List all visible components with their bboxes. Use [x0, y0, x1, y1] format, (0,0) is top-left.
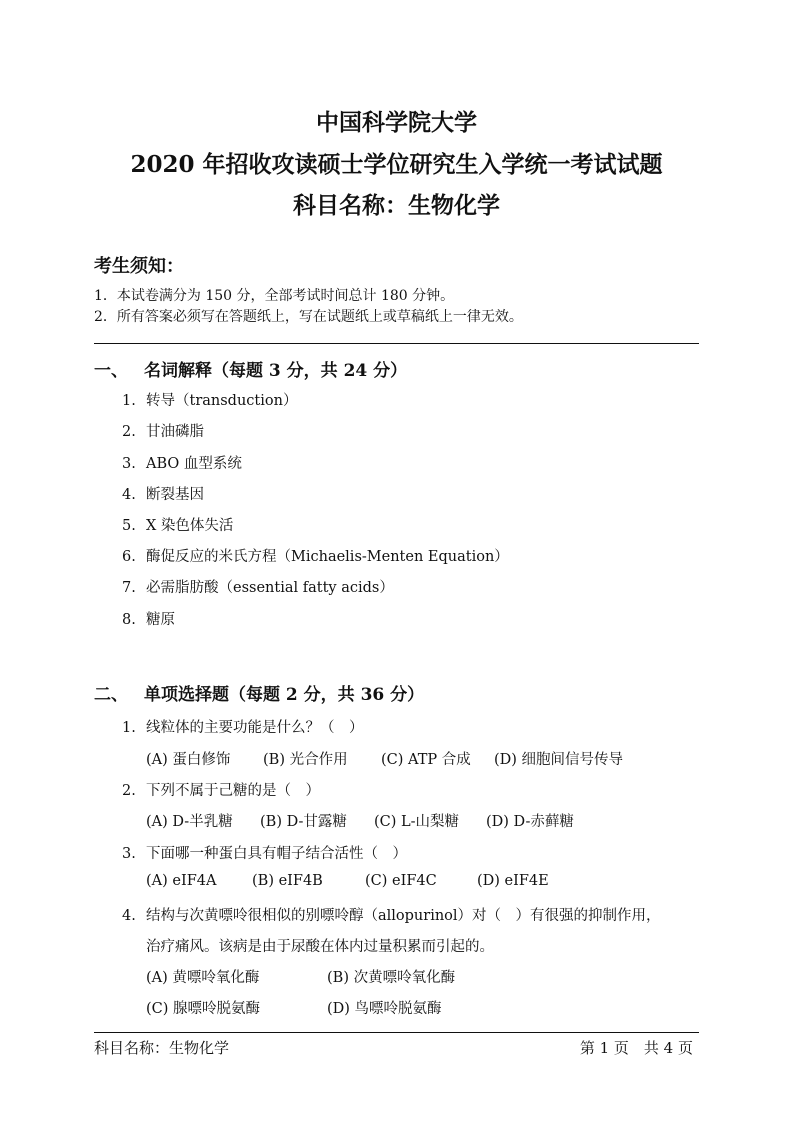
section-1-heading [94, 356, 407, 381]
item-text: 必需脂肪酸（essential fatty acids） [146, 580, 394, 596]
question-text: 下列不属于己糖的是（ ） [146, 783, 320, 799]
section-title: 单项选择题（每题 2 分，共 36 分） [144, 685, 425, 705]
option-c: (C) eIF4C [365, 873, 437, 889]
section-number: 二、 [94, 685, 128, 705]
option-d: (D) eIF4E [477, 873, 549, 889]
option-a: (A) 蛋白修饰 [146, 752, 231, 768]
item-number: 8. [122, 612, 136, 628]
option-c: (C) ATP 合成 [381, 752, 471, 768]
item-text: 酶促反应的米氏方程（Michaelis-Menten Equation） [146, 549, 509, 565]
exam-title: 2020 年招收攻读硕士学位研究生入学统一考试试题 [130, 151, 663, 178]
item-number: 4. [122, 487, 136, 503]
option-d: (D) 细胞间信号传导 [494, 752, 624, 768]
term-item [122, 420, 204, 441]
question [122, 842, 407, 863]
question-text: 线粒体的主要功能是什么？（ ） [146, 720, 364, 736]
divider [94, 343, 699, 344]
item-text: 转导（transduction） [146, 393, 298, 409]
university-name: 中国科学院大学 [316, 109, 477, 136]
subject-title: 科目名称：生物化学 [293, 192, 500, 219]
item-text: ABO 血型系统 [146, 456, 242, 472]
option-b: (B) 光合作用 [263, 752, 348, 768]
option-d: (D) D-赤藓糖 [486, 814, 574, 830]
option-b: (B) eIF4B [252, 873, 323, 889]
item-text: 甘油磷脂 [146, 424, 204, 440]
option-d: (D) 鸟嘌呤脱氨酶 [327, 1001, 442, 1017]
question-text: 结构与次黄嘌呤很相似的别嘌呤醇（allopurinol）对（ ）有很强的抑制作用， [146, 908, 661, 924]
item-text: X 染色体失活 [146, 518, 234, 534]
term-item [122, 514, 233, 535]
term-item [122, 576, 394, 597]
item-text: 糖原 [146, 612, 175, 628]
term-item [122, 545, 509, 566]
item-number: 7. [122, 580, 136, 596]
item-number: 6. [122, 549, 136, 565]
question-number: 2. [122, 783, 136, 799]
notice-line: 2．所有答案必须写在答题纸上，写在试题纸上或草稿纸上一律无效。 [94, 309, 523, 325]
section-number: 一、 [94, 361, 128, 381]
term-item [122, 389, 297, 410]
item-number: 5. [122, 518, 136, 534]
notice-line: 1．本试卷满分为 150 分，全部考试时间总计 180 分钟。 [94, 288, 455, 304]
option-c: (C) 腺嘌呤脱氨酶 [146, 1001, 261, 1017]
option-a: (A) eIF4A [146, 873, 217, 889]
item-text: 断裂基因 [146, 487, 204, 503]
question-text-continued: 治疗痛风。该病是由于尿酸在体内过量积累而引起的。 [146, 939, 494, 955]
option-a: (A) D-半乳糖 [146, 814, 233, 830]
question [122, 716, 364, 737]
question-text: 下面哪一种蛋白具有帽子结合活性（ ） [146, 846, 407, 862]
question-number: 1. [122, 720, 136, 736]
section-2-heading [94, 680, 424, 705]
footer-subject: 科目名称：生物化学 [94, 1039, 230, 1057]
option-c: (C) L-山梨糖 [374, 814, 460, 830]
notice-heading: 考生须知： [94, 256, 184, 277]
section-title: 名词解释（每题 3 分，共 24 分） [144, 361, 408, 381]
footer-divider [94, 1032, 699, 1033]
option-a: (A) 黄嘌呤氧化酶 [146, 970, 260, 986]
option-b: (B) 次黄嘌呤氧化酶 [327, 970, 456, 986]
question [122, 779, 320, 800]
term-item [122, 483, 204, 504]
question [122, 904, 661, 925]
item-number: 2. [122, 424, 136, 440]
option-b: (B) D-甘露糖 [260, 814, 347, 830]
term-item [122, 608, 175, 629]
question-number: 3. [122, 846, 136, 862]
footer-page-number: 第 1 页 共 4 页 [579, 1039, 693, 1057]
question-number: 4. [122, 908, 136, 924]
item-number: 1. [122, 393, 136, 409]
term-item [122, 452, 242, 473]
item-number: 3. [122, 456, 136, 472]
